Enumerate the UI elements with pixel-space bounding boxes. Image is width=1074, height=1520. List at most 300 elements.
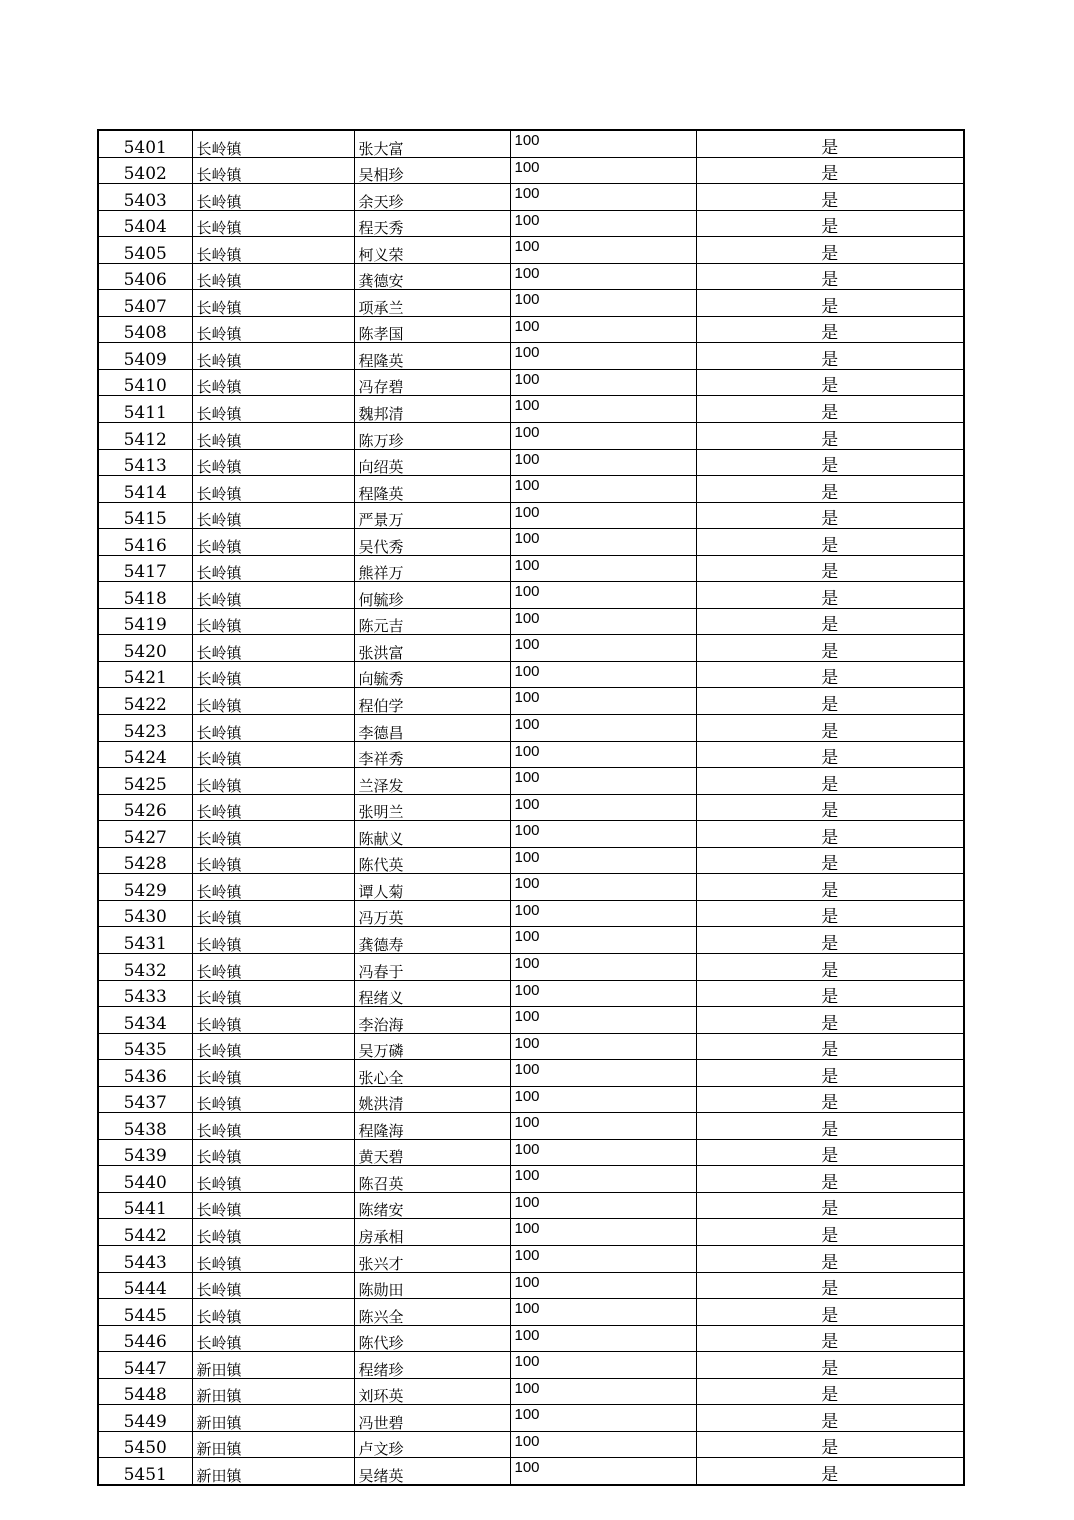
cell-number: 5405	[98, 237, 192, 264]
cell-flag: 是	[696, 1272, 964, 1299]
cell-name: 陈勋田	[354, 1272, 510, 1299]
cell-amount: 100	[510, 449, 696, 476]
table-row	[98, 396, 964, 423]
table-row	[98, 1113, 964, 1140]
table-row	[98, 1219, 964, 1246]
cell-flag: 是	[696, 874, 964, 901]
table-row	[98, 1458, 964, 1485]
cell-amount: 100	[510, 237, 696, 264]
cell-amount: 100	[510, 980, 696, 1007]
cell-number: 5431	[98, 927, 192, 954]
cell-town: 长岭镇	[192, 316, 354, 343]
cell-town: 长岭镇	[192, 184, 354, 211]
cell-name: 陈代珍	[354, 1325, 510, 1352]
cell-name: 陈绪安	[354, 1192, 510, 1219]
cell-flag: 是	[696, 555, 964, 582]
cell-number: 5411	[98, 396, 192, 423]
cell-number: 5417	[98, 555, 192, 582]
cell-amount: 100	[510, 1245, 696, 1272]
cell-amount: 100	[510, 927, 696, 954]
cell-name: 黄天碧	[354, 1139, 510, 1166]
cell-town: 长岭镇	[192, 1166, 354, 1193]
cell-name: 刘环英	[354, 1378, 510, 1405]
cell-flag: 是	[696, 1139, 964, 1166]
cell-town: 长岭镇	[192, 1272, 354, 1299]
cell-flag: 是	[696, 980, 964, 1007]
cell-flag: 是	[696, 1060, 964, 1087]
cell-flag: 是	[696, 927, 964, 954]
cell-name: 陈代英	[354, 847, 510, 874]
cell-flag: 是	[696, 1405, 964, 1432]
table-row	[98, 688, 964, 715]
cell-number: 5443	[98, 1245, 192, 1272]
cell-amount: 100	[510, 794, 696, 821]
table-row	[98, 1086, 964, 1113]
cell-flag: 是	[696, 661, 964, 688]
cell-amount: 100	[510, 741, 696, 768]
cell-name: 房承相	[354, 1219, 510, 1246]
cell-name: 张心全	[354, 1060, 510, 1087]
table-row	[98, 1139, 964, 1166]
cell-number: 5418	[98, 582, 192, 609]
cell-amount: 100	[510, 263, 696, 290]
cell-name: 程隆英	[354, 476, 510, 503]
cell-town: 长岭镇	[192, 688, 354, 715]
cell-town: 长岭镇	[192, 343, 354, 370]
cell-amount: 100	[510, 184, 696, 211]
cell-number: 5444	[98, 1272, 192, 1299]
cell-town: 长岭镇	[192, 157, 354, 184]
cell-number: 5429	[98, 874, 192, 901]
cell-amount: 100	[510, 343, 696, 370]
cell-number: 5404	[98, 210, 192, 237]
cell-amount: 100	[510, 1166, 696, 1193]
table-row	[98, 449, 964, 476]
cell-amount: 100	[510, 423, 696, 450]
cell-town: 长岭镇	[192, 582, 354, 609]
cell-name: 兰泽发	[354, 768, 510, 795]
cell-flag: 是	[696, 1007, 964, 1034]
cell-number: 5406	[98, 263, 192, 290]
cell-number: 5413	[98, 449, 192, 476]
cell-amount: 100	[510, 847, 696, 874]
table-row	[98, 1033, 964, 1060]
table-row	[98, 715, 964, 742]
table-row	[98, 794, 964, 821]
cell-amount: 100	[510, 210, 696, 237]
cell-name: 程隆海	[354, 1113, 510, 1140]
data-table	[97, 129, 965, 1486]
cell-flag: 是	[696, 476, 964, 503]
cell-number: 5451	[98, 1458, 192, 1485]
cell-amount: 100	[510, 635, 696, 662]
cell-flag: 是	[696, 1219, 964, 1246]
cell-name: 陈召英	[354, 1166, 510, 1193]
cell-town: 长岭镇	[192, 715, 354, 742]
cell-number: 5427	[98, 821, 192, 848]
cell-flag: 是	[696, 502, 964, 529]
cell-number: 5446	[98, 1325, 192, 1352]
cell-town: 长岭镇	[192, 741, 354, 768]
cell-name: 熊祥万	[354, 555, 510, 582]
cell-town: 长岭镇	[192, 423, 354, 450]
cell-town: 长岭镇	[192, 1325, 354, 1352]
cell-town: 长岭镇	[192, 1245, 354, 1272]
cell-flag: 是	[696, 768, 964, 795]
cell-flag: 是	[696, 741, 964, 768]
cell-amount: 100	[510, 1458, 696, 1485]
cell-town: 新田镇	[192, 1405, 354, 1432]
cell-number: 5434	[98, 1007, 192, 1034]
cell-number: 5442	[98, 1219, 192, 1246]
cell-flag: 是	[696, 210, 964, 237]
cell-number: 5415	[98, 502, 192, 529]
cell-number: 5433	[98, 980, 192, 1007]
cell-amount: 100	[510, 1033, 696, 1060]
cell-town: 长岭镇	[192, 476, 354, 503]
cell-town: 长岭镇	[192, 1060, 354, 1087]
cell-town: 新田镇	[192, 1352, 354, 1379]
cell-amount: 100	[510, 1086, 696, 1113]
table-row	[98, 369, 964, 396]
cell-name: 吴相珍	[354, 157, 510, 184]
cell-amount: 100	[510, 1405, 696, 1432]
cell-amount: 100	[510, 1139, 696, 1166]
cell-amount: 100	[510, 157, 696, 184]
cell-flag: 是	[696, 396, 964, 423]
table-row	[98, 608, 964, 635]
table-row	[98, 1060, 964, 1087]
cell-name: 向毓秀	[354, 661, 510, 688]
cell-amount: 100	[510, 290, 696, 317]
cell-flag: 是	[696, 1086, 964, 1113]
table-row	[98, 1405, 964, 1432]
cell-name: 项承兰	[354, 290, 510, 317]
cell-town: 长岭镇	[192, 980, 354, 1007]
cell-name: 张兴才	[354, 1245, 510, 1272]
table-row	[98, 1299, 964, 1326]
cell-town: 长岭镇	[192, 502, 354, 529]
cell-flag: 是	[696, 1458, 964, 1485]
cell-name: 程隆英	[354, 343, 510, 370]
table-row	[98, 953, 964, 980]
cell-name: 向绍英	[354, 449, 510, 476]
cell-flag: 是	[696, 1113, 964, 1140]
cell-town: 新田镇	[192, 1431, 354, 1458]
cell-amount: 100	[510, 688, 696, 715]
cell-flag: 是	[696, 608, 964, 635]
cell-number: 5432	[98, 953, 192, 980]
cell-amount: 100	[510, 476, 696, 503]
table-row	[98, 1272, 964, 1299]
cell-amount: 100	[510, 502, 696, 529]
cell-town: 长岭镇	[192, 263, 354, 290]
cell-number: 5416	[98, 529, 192, 556]
cell-amount: 100	[510, 608, 696, 635]
cell-number: 5439	[98, 1139, 192, 1166]
table-row	[98, 582, 964, 609]
cell-town: 长岭镇	[192, 369, 354, 396]
cell-flag: 是	[696, 316, 964, 343]
cell-number: 5426	[98, 794, 192, 821]
cell-town: 长岭镇	[192, 953, 354, 980]
cell-flag: 是	[696, 1245, 964, 1272]
table-row	[98, 290, 964, 317]
cell-name: 卢文珍	[354, 1431, 510, 1458]
cell-flag: 是	[696, 263, 964, 290]
cell-number: 5403	[98, 184, 192, 211]
cell-town: 长岭镇	[192, 449, 354, 476]
cell-amount: 100	[510, 1378, 696, 1405]
cell-number: 5410	[98, 369, 192, 396]
cell-amount: 100	[510, 1352, 696, 1379]
cell-town: 长岭镇	[192, 661, 354, 688]
cell-town: 长岭镇	[192, 1033, 354, 1060]
cell-amount: 100	[510, 1219, 696, 1246]
cell-number: 5421	[98, 661, 192, 688]
cell-number: 5401	[98, 130, 192, 157]
cell-town: 长岭镇	[192, 237, 354, 264]
cell-name: 陈万珍	[354, 423, 510, 450]
cell-amount: 100	[510, 529, 696, 556]
cell-amount: 100	[510, 1192, 696, 1219]
cell-flag: 是	[696, 688, 964, 715]
table-row	[98, 210, 964, 237]
cell-number: 5422	[98, 688, 192, 715]
cell-flag: 是	[696, 1378, 964, 1405]
cell-flag: 是	[696, 1033, 964, 1060]
cell-flag: 是	[696, 847, 964, 874]
cell-number: 5440	[98, 1166, 192, 1193]
table-row	[98, 1166, 964, 1193]
cell-amount: 100	[510, 1113, 696, 1140]
cell-name: 何毓珍	[354, 582, 510, 609]
table-row	[98, 741, 964, 768]
cell-flag: 是	[696, 157, 964, 184]
cell-amount: 100	[510, 1060, 696, 1087]
cell-town: 长岭镇	[192, 1299, 354, 1326]
cell-number: 5402	[98, 157, 192, 184]
cell-flag: 是	[696, 1192, 964, 1219]
table-row	[98, 343, 964, 370]
cell-name: 严景万	[354, 502, 510, 529]
table-row	[98, 1007, 964, 1034]
cell-flag: 是	[696, 1352, 964, 1379]
cell-amount: 100	[510, 369, 696, 396]
cell-amount: 100	[510, 582, 696, 609]
cell-town: 新田镇	[192, 1378, 354, 1405]
cell-number: 5448	[98, 1378, 192, 1405]
cell-number: 5412	[98, 423, 192, 450]
table-row	[98, 1245, 964, 1272]
table-row	[98, 184, 964, 211]
cell-name: 姚洪清	[354, 1086, 510, 1113]
cell-town: 长岭镇	[192, 210, 354, 237]
cell-amount: 100	[510, 130, 696, 157]
cell-flag: 是	[696, 184, 964, 211]
cell-number: 5409	[98, 343, 192, 370]
cell-number: 5408	[98, 316, 192, 343]
table-row	[98, 529, 964, 556]
cell-town: 长岭镇	[192, 396, 354, 423]
cell-name: 谭人菊	[354, 874, 510, 901]
cell-number: 5450	[98, 1431, 192, 1458]
table-row	[98, 900, 964, 927]
cell-number: 5419	[98, 608, 192, 635]
cell-number: 5407	[98, 290, 192, 317]
table-row	[98, 874, 964, 901]
cell-name: 程天秀	[354, 210, 510, 237]
cell-town: 长岭镇	[192, 555, 354, 582]
cell-flag: 是	[696, 369, 964, 396]
table-row	[98, 847, 964, 874]
cell-number: 5441	[98, 1192, 192, 1219]
cell-town: 长岭镇	[192, 1192, 354, 1219]
cell-amount: 100	[510, 555, 696, 582]
table-row	[98, 1192, 964, 1219]
cell-name: 张洪富	[354, 635, 510, 662]
cell-name: 吴万磷	[354, 1033, 510, 1060]
cell-name: 陈献义	[354, 821, 510, 848]
cell-flag: 是	[696, 582, 964, 609]
cell-name: 吴代秀	[354, 529, 510, 556]
cell-amount: 100	[510, 953, 696, 980]
cell-town: 长岭镇	[192, 927, 354, 954]
table-row	[98, 130, 964, 157]
cell-name: 魏邦清	[354, 396, 510, 423]
cell-number: 5420	[98, 635, 192, 662]
cell-flag: 是	[696, 794, 964, 821]
cell-name: 余天珍	[354, 184, 510, 211]
table-row	[98, 316, 964, 343]
cell-flag: 是	[696, 130, 964, 157]
cell-name: 陈元吉	[354, 608, 510, 635]
cell-amount: 100	[510, 396, 696, 423]
cell-flag: 是	[696, 290, 964, 317]
cell-name: 李治海	[354, 1007, 510, 1034]
table-row	[98, 927, 964, 954]
table-row	[98, 423, 964, 450]
cell-number: 5449	[98, 1405, 192, 1432]
cell-town: 长岭镇	[192, 900, 354, 927]
cell-town: 长岭镇	[192, 768, 354, 795]
cell-name: 程伯学	[354, 688, 510, 715]
cell-town: 长岭镇	[192, 794, 354, 821]
cell-name: 李祥秀	[354, 741, 510, 768]
cell-town: 长岭镇	[192, 1113, 354, 1140]
cell-flag: 是	[696, 449, 964, 476]
cell-number: 5423	[98, 715, 192, 742]
table-row	[98, 768, 964, 795]
cell-number: 5447	[98, 1352, 192, 1379]
table-row	[98, 502, 964, 529]
cell-flag: 是	[696, 821, 964, 848]
cell-amount: 100	[510, 1272, 696, 1299]
table-row	[98, 1378, 964, 1405]
cell-number: 5430	[98, 900, 192, 927]
cell-name: 陈兴全	[354, 1299, 510, 1326]
cell-town: 长岭镇	[192, 1007, 354, 1034]
cell-name: 龚德寿	[354, 927, 510, 954]
cell-name: 吴绪英	[354, 1458, 510, 1485]
cell-flag: 是	[696, 423, 964, 450]
cell-amount: 100	[510, 768, 696, 795]
cell-flag: 是	[696, 1431, 964, 1458]
cell-number: 5425	[98, 768, 192, 795]
cell-town: 长岭镇	[192, 1086, 354, 1113]
cell-town: 长岭镇	[192, 130, 354, 157]
cell-flag: 是	[696, 237, 964, 264]
cell-amount: 100	[510, 1325, 696, 1352]
table-row	[98, 157, 964, 184]
cell-flag: 是	[696, 529, 964, 556]
table-row	[98, 635, 964, 662]
cell-town: 长岭镇	[192, 635, 354, 662]
cell-number: 5437	[98, 1086, 192, 1113]
cell-number: 5424	[98, 741, 192, 768]
cell-number: 5428	[98, 847, 192, 874]
cell-name: 李德昌	[354, 715, 510, 742]
table-row	[98, 1325, 964, 1352]
cell-flag: 是	[696, 1166, 964, 1193]
cell-number: 5435	[98, 1033, 192, 1060]
table-row	[98, 263, 964, 290]
table-row	[98, 237, 964, 264]
cell-amount: 100	[510, 1431, 696, 1458]
cell-name: 陈孝国	[354, 316, 510, 343]
cell-number: 5436	[98, 1060, 192, 1087]
cell-name: 冯万英	[354, 900, 510, 927]
table-row	[98, 980, 964, 1007]
cell-amount: 100	[510, 821, 696, 848]
cell-town: 长岭镇	[192, 821, 354, 848]
cell-town: 长岭镇	[192, 1219, 354, 1246]
cell-amount: 100	[510, 874, 696, 901]
cell-town: 长岭镇	[192, 874, 354, 901]
cell-amount: 100	[510, 316, 696, 343]
cell-number: 5414	[98, 476, 192, 503]
cell-flag: 是	[696, 635, 964, 662]
table-body	[98, 130, 964, 1485]
cell-flag: 是	[696, 1325, 964, 1352]
table-row	[98, 661, 964, 688]
cell-number: 5438	[98, 1113, 192, 1140]
cell-name: 冯世碧	[354, 1405, 510, 1432]
cell-flag: 是	[696, 343, 964, 370]
cell-amount: 100	[510, 1299, 696, 1326]
cell-name: 程绪珍	[354, 1352, 510, 1379]
cell-name: 冯春于	[354, 953, 510, 980]
table-row	[98, 1352, 964, 1379]
cell-name: 冯存碧	[354, 369, 510, 396]
cell-amount: 100	[510, 661, 696, 688]
cell-name: 柯义荣	[354, 237, 510, 264]
table-row	[98, 1431, 964, 1458]
cell-name: 龚德安	[354, 263, 510, 290]
cell-amount: 100	[510, 1007, 696, 1034]
cell-name: 张大富	[354, 130, 510, 157]
cell-town: 长岭镇	[192, 847, 354, 874]
cell-town: 长岭镇	[192, 1139, 354, 1166]
cell-number: 5445	[98, 1299, 192, 1326]
cell-flag: 是	[696, 900, 964, 927]
cell-name: 张明兰	[354, 794, 510, 821]
cell-town: 长岭镇	[192, 608, 354, 635]
cell-town: 长岭镇	[192, 529, 354, 556]
cell-amount: 100	[510, 715, 696, 742]
table-row	[98, 821, 964, 848]
table-row	[98, 476, 964, 503]
